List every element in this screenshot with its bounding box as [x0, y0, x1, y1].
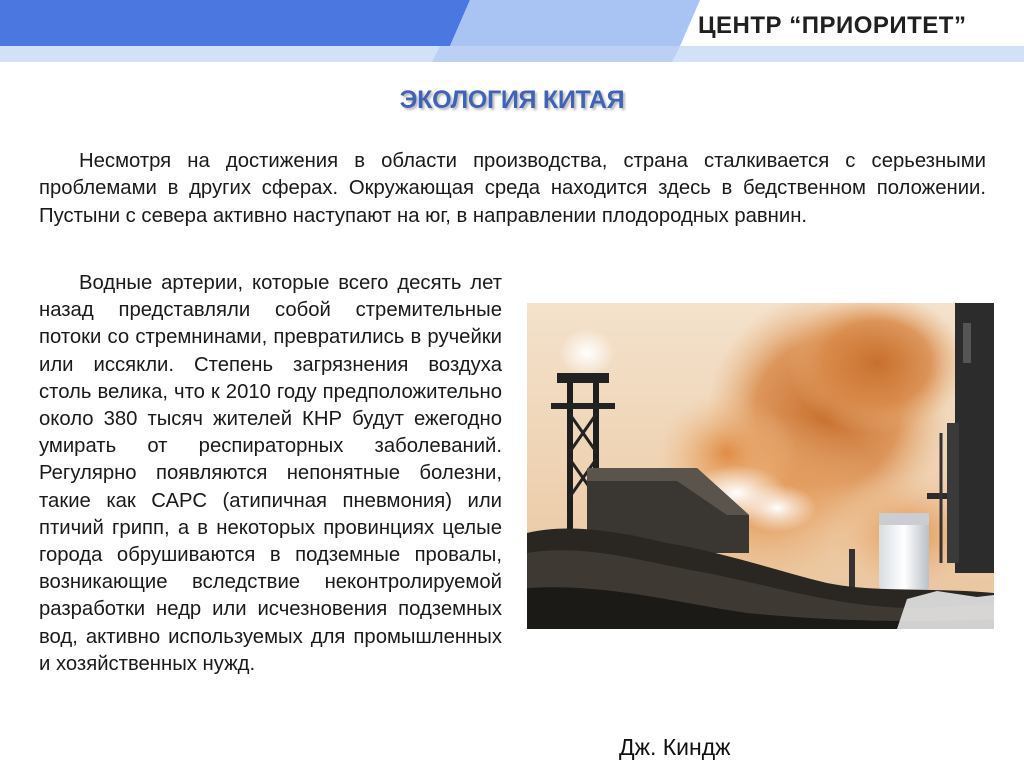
- author-credit: Дж. Киндж: [619, 734, 731, 760]
- factory-smoke-photo: [527, 303, 994, 629]
- page-title: ЭКОЛОГИЯ КИТАЯ: [399, 86, 625, 114]
- logo: ЦЕНТР “ПРИОРИТЕТ”: [698, 12, 967, 39]
- paragraph-intro: Несмотря на достижения в области производства, страна сталкивается с серьезными проблемами в других сферах. Окружающая среда находится здесь в бедственном положении. Пустыни с севера активно наступают на юг, в направлении плодородных равнин.: [39, 150, 986, 227]
- paragraph-body: Водные артерии, которые всего десять лет назад представляли собой стремительные потоки со стремнинами, превратились в ручейки или иссякли. Степень загрязнения воздуха столь велика, что к 2010 году предположительно около 380 тысяч жителей КНР будут ежегодно умирать от респираторных заболеваний. Регулярно появляются непонятные болезни, такие как САРС (атипичная пневмония) или птичий грипп, а в некоторых провинциях целые города обрушиваются в подземные провалы, возникающие вследствие неконтролируемой разработки недр или исчезновения подземных вод, активно используемых для промышленных и хозяйственных нужд.: [39, 272, 502, 675]
- header-banner: [0, 0, 1024, 62]
